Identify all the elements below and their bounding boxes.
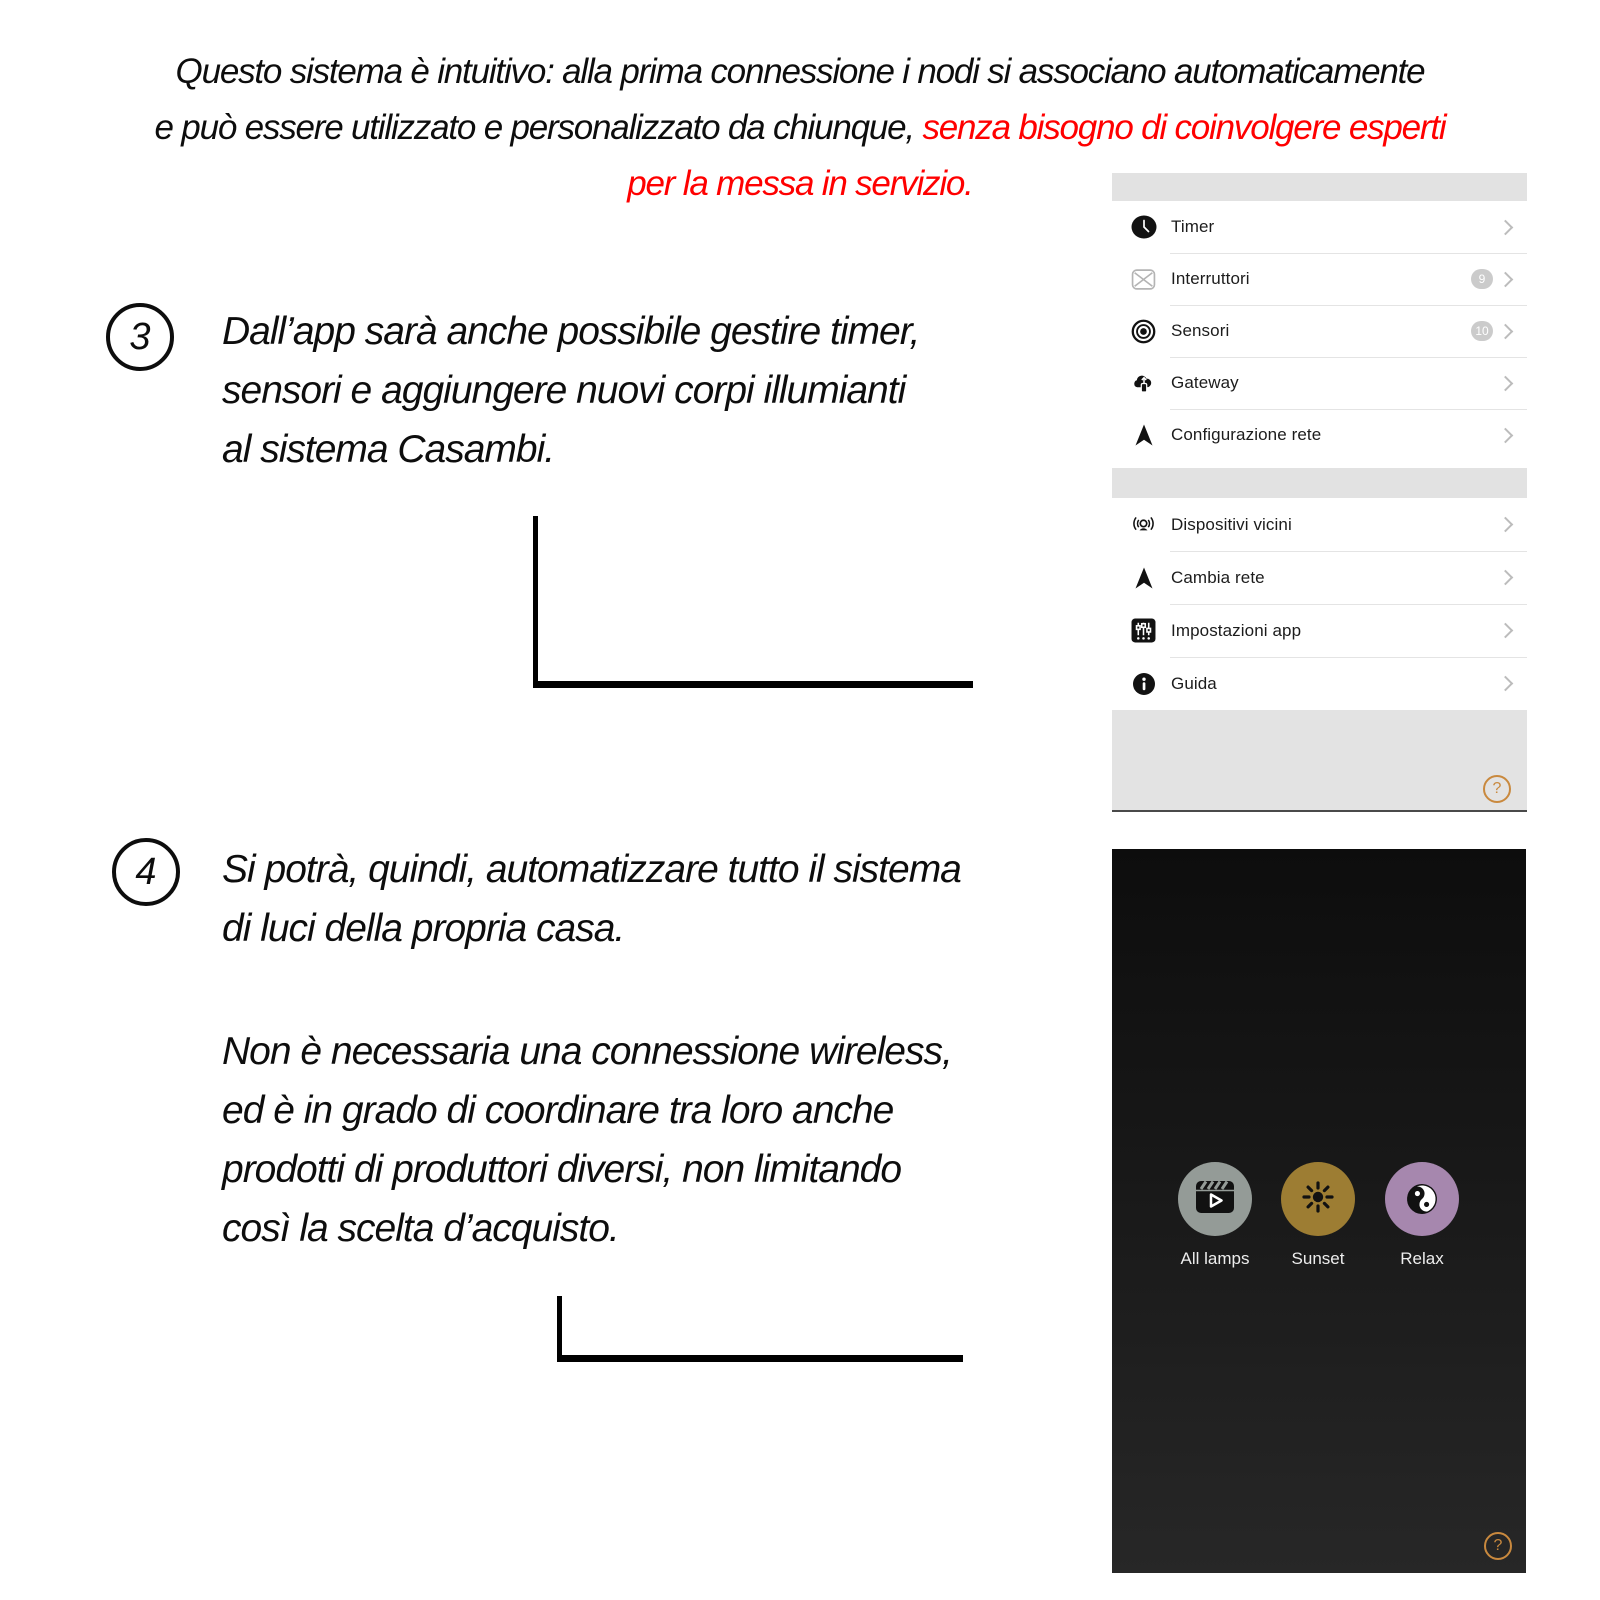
scene-sunset[interactable] [1258,1162,1378,1269]
scene-circle[interactable] [1178,1162,1252,1236]
menu-item-label: Configurazione rete [1171,425,1322,444]
menu-header-bar [1112,173,1527,201]
help-button[interactable]: ? [1484,1532,1512,1560]
heading-line-2-red: senza bisogno di coinvolgere esperti [913,108,1446,147]
gateway-icon [1130,370,1157,397]
menu-item-label: Cambia rete [1171,567,1265,587]
sensor-icon [1130,318,1157,345]
menu-item-guida[interactable] [1112,657,1527,710]
scene-circle[interactable] [1281,1162,1355,1236]
menu-footer-bar [1112,710,1527,810]
menu-item-label: Timer [1171,217,1215,236]
menu-item-label: Interruttori [1171,269,1250,288]
step-4-text: Si potrà, quindi, automatizzare tutto il sistema di luci della propria casa. [222,848,961,950]
yinyang-icon [1395,1172,1449,1226]
chevron-right-icon [1498,570,1514,586]
chevron-right-icon [1498,623,1514,639]
connector-line-step3-horizontal [533,681,973,688]
scene-circle[interactable] [1385,1162,1459,1236]
scene-label: All lamps [1180,1249,1250,1268]
info-icon [1130,670,1157,697]
nav-arrow-icon [1130,564,1157,591]
sun-icon [1298,1177,1338,1222]
menu-section-separator [1112,468,1527,498]
help-button[interactable]: ? [1483,775,1511,803]
menu-item-cambia-rete[interactable] [1112,551,1527,604]
scene-label: Sunset [1291,1249,1345,1268]
connector-line-step4-horizontal [557,1355,963,1362]
clapperboard-icon [1195,1180,1235,1219]
chevron-right-icon [1498,427,1514,443]
step-3-number-circle: 3 [106,303,174,371]
connector-line-step3-vertical [533,516,538,688]
switch-icon [1130,266,1157,293]
connector-line-step4-vertical [557,1296,562,1362]
heading-line-3: per la messa in servizio. [627,164,973,203]
chevron-right-icon [1498,219,1514,235]
step-3-text: Dall’app sarà anche possibile gestire timer, sensori e aggiungere nuovi corpi illumianti al sistema Casambi. [222,310,920,471]
chevron-right-icon [1498,271,1514,287]
step-4-paragraph: Non è necessaria una connessione wireless, ed è in grado di coordinare tra loro anche prodotti di produttori diversi, non limitando così la scelta d’acquisto. [222,1030,952,1250]
chevron-right-icon [1498,323,1514,339]
heading-line-1: Questo sistema è intuitivo: alla prima connessione i nodi si associano automaticamente [175,52,1425,91]
menu-item-configurazione-rete[interactable] [1112,409,1527,461]
menu-item-label: Sensori [1171,321,1230,340]
menu-group-network [1112,201,1527,461]
menu-group-app [1112,498,1527,710]
menu-item-label: Dispositivi vicini [1171,514,1292,534]
chevron-right-icon [1498,517,1514,533]
scene-relax[interactable] [1362,1162,1482,1269]
menu-item-gateway[interactable] [1112,357,1527,409]
app-screenshot-scenes [1112,849,1526,1573]
sliders-icon [1130,617,1157,644]
app-screenshot-menu [1112,173,1527,812]
menu-item-dispositivi-vicini[interactable] [1112,498,1527,551]
menu-item-interruttori[interactable] [1112,253,1527,305]
menu-item-label: Gateway [1171,373,1239,392]
count-badge: 10 [1471,321,1493,341]
count-badge: 9 [1471,269,1493,289]
menu-item-timer[interactable] [1112,201,1527,253]
scene-all-lamps[interactable] [1155,1162,1275,1269]
nearby-devices-icon [1130,511,1157,538]
menu-item-sensori[interactable] [1112,305,1527,357]
menu-item-impostazioni-app[interactable] [1112,604,1527,657]
menu-item-label: Guida [1171,673,1217,693]
chevron-right-icon [1498,676,1514,692]
step-4-number-circle: 4 [112,838,180,906]
timer-icon [1130,214,1157,241]
scene-label: Relax [1400,1249,1444,1268]
menu-item-label: Impostazioni app [1171,620,1302,640]
nav-arrow-icon [1130,422,1157,449]
heading-line-2: e può essere utilizzato e personalizzato da chiunque, senza bisogno di coinvolgere esperti [154,108,1446,147]
chevron-right-icon [1498,375,1514,391]
